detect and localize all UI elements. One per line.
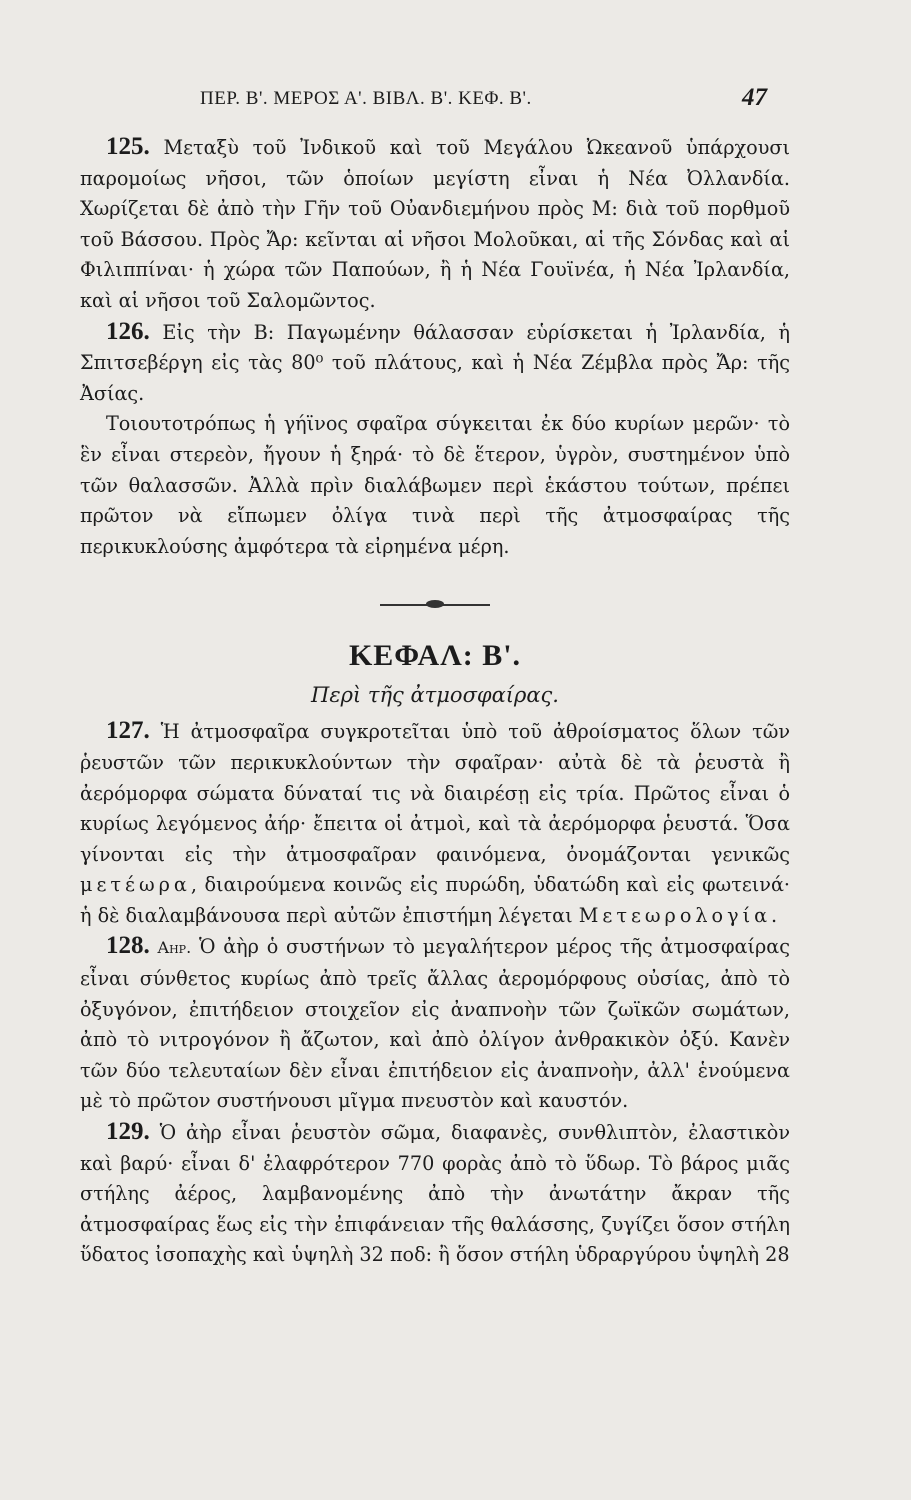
paragraph-text: Εἰς τὴν Β: Παγωμένην θάλασσαν εὑρίσκεται ἡ Ἰρλανδία, ἡ Σπιτσεβέργη εἰς τὰς 80⁰ τοῦ πλάτους, καὶ ἡ Νέα Ζέμβλα πρὸς Ἄρ: τῆς Ἀσίας.	[80, 320, 790, 405]
chapter-subtitle: Περὶ τῆς ἀτμοσφαίρας.	[311, 683, 559, 708]
paragraph-128	[80, 931, 790, 1117]
page-body	[80, 132, 790, 1271]
section-label: Αηρ.	[157, 938, 192, 958]
running-header: ΠΕΡ. Β'. ΜΕΡΟΣ Α'. ΒΙΒΛ. Β'. ΚΕΦ. Β'.	[200, 88, 532, 109]
chapter-title: ΚΕΦΑΛ: Β'.	[348, 639, 522, 673]
paragraph-125	[80, 132, 790, 317]
paragraph-text: Ἡ ἀτμοσφαῖρα συγκροτεῖται ὑπὸ τοῦ ἀθροίσματος ὅλων τῶν ῥευστῶν τῶν περικυκλούντων τὴν σφαῖραν· αὐτὰ δὲ τὰ ῥευστὰ ἢ ἀερόμορφα σώματα δύναταί τις νὰ διαιρέσῃ εἰς τρία. Πρῶτος εἶναι ὁ κυρίως λεγόμενος ἀήρ· ἔπειτα οἱ ἀτμοὶ, καὶ τὰ ἀερόμορφα ῥευστά. Ὅσα γίνονται εἰς τὴν ἀτμοσφαῖραν φαινόμενα, ὀνομάζονται γενικῶς	[80, 720, 790, 866]
paragraph-text: Ὁ ἀὴρ ὁ συστήνων τὸ μεγαλήτερον μέρος τῆς ἀτμοσφαίρας εἶναι σύνθετος κυρίως ἀπὸ τρεῖς ἄλλας ἀερομόρφους οὐσίας, ἀπὸ τὸ ὀξυγόνον, ἐπιτήδειον στοιχεῖον εἰς ἀναπνοὴν τῶν ζωϊκῶν σωμάτων, ἀπὸ τὸ νιτρογόνον ἢ ἄζωτον, καὶ ἀπὸ ὀλίγον ἀνθρακικὸν ὀξύ. Κανὲν τῶν δύο τελευταίων δὲν εἶναι ἐπιτήδειον εἰς ἀναπνοὴν, ἀλλ' ἑνούμενα μὲ τὸ πρῶτον συστήνουσι μῖγμα πνευστὸν καὶ καυστόν.	[80, 935, 790, 1113]
paragraph-number: 129.	[106, 1118, 150, 1146]
emphasized-term: Μετεωρολογία	[578, 903, 772, 927]
paragraph-text: Ὁ ἀὴρ εἶναι ῥευστὸν σῶμα, διαφανὲς, συνθλιπτὸν, ἐλαστικὸν καὶ βαρύ· εἶναι δ' ἐλαφρότερον 770 φορὰς ἀπὸ τὸ ὕδωρ. Τὸ βάρος μιᾶς στήλης ἀέρος, λαμβανομένης ἀπὸ τὴν ἀνωτάτην ἄκραν τῆς ἀτμοσφαίρας ἕως εἰς τὴν ἐπιφάνειαν τῆς θαλάσσης, ζυγίζει ὅσον στήλη ὕδατος ἰσοπαχὴς καὶ ὑψηλὴ 32 ποδ: ἢ ὅσον στήλη ὑδραργύρου ὑψηλὴ 28	[80, 1121, 790, 1267]
paragraph-text: Τοιουτοτρόπως ἡ γήϊνος σφαῖρα σύγκειται ἐκ δύο κυρίων μερῶν· τὸ ἓν εἶναι στερεὸν, ἤγουν ἡ ξηρά· τὸ δὲ ἕτερον, ὑγρὸν, συστημένον ὑπὸ τῶν θαλασσῶν. Ἀλλὰ πρὶν διαλάβωμεν περὶ ἑκάστου τούτων, πρέπει πρῶτον νὰ εἴπωμεν ὀλίγα τινὰ περὶ τῆς ἀτμοσφαίρας τῆς περικυκλούσης ἀμφότερα τὰ εἰρημένα μέρη.	[80, 412, 790, 558]
paragraph-126	[80, 317, 790, 410]
paragraph-text: Μεταξὺ τοῦ Ἰνδικοῦ καὶ τοῦ Μεγάλου Ὠκεανοῦ ὑπάρχουσι παρομοίως νῆσοι, τῶν ὁποίων μεγίστη εἶναι ἡ Νέα Ὀλλανδία. Χωρίζεται δὲ ἀπὸ τὴν Γῆν τοῦ Οὐανδιεμήνου πρὸς Μ: διὰ τοῦ πορθμοῦ τοῦ Βάσσου. Πρὸς Ἄρ: κεῖνται αἱ νῆσοι Μολοῦκαι, αἱ τῆς Σόνδας καὶ αἱ Φιλιππίναι· ἡ χώρα τῶν Παπούων, ἢ ἡ Νέα Γουϊνέα, ἡ Νέα Ἰρλανδία, καὶ αἱ νῆσοι τοῦ Σαλομῶντος.	[80, 136, 790, 312]
paragraph-number: 125.	[106, 133, 150, 160]
ornamental-divider	[380, 604, 490, 606]
emphasized-term: μετέωρα	[80, 873, 191, 897]
paragraph-127	[80, 716, 790, 931]
paragraph-summary	[80, 409, 790, 562]
paragraph-number: 128.	[106, 932, 150, 960]
paragraph-text: , διαιρούμενα κοινῶς εἰς πυρώδη, ὑδατώδη καὶ εἰς φωτεινά· ἡ δὲ διαλαμβάνουσα περὶ αὐτῶν ἐπιστήμη λέγεται	[80, 873, 790, 927]
paragraph-number: 126.	[106, 317, 150, 345]
paragraph-text: .	[771, 903, 778, 927]
paragraph-129	[80, 1117, 790, 1271]
page-number: 47	[742, 84, 767, 111]
paragraph-number: 127.	[106, 717, 150, 745]
